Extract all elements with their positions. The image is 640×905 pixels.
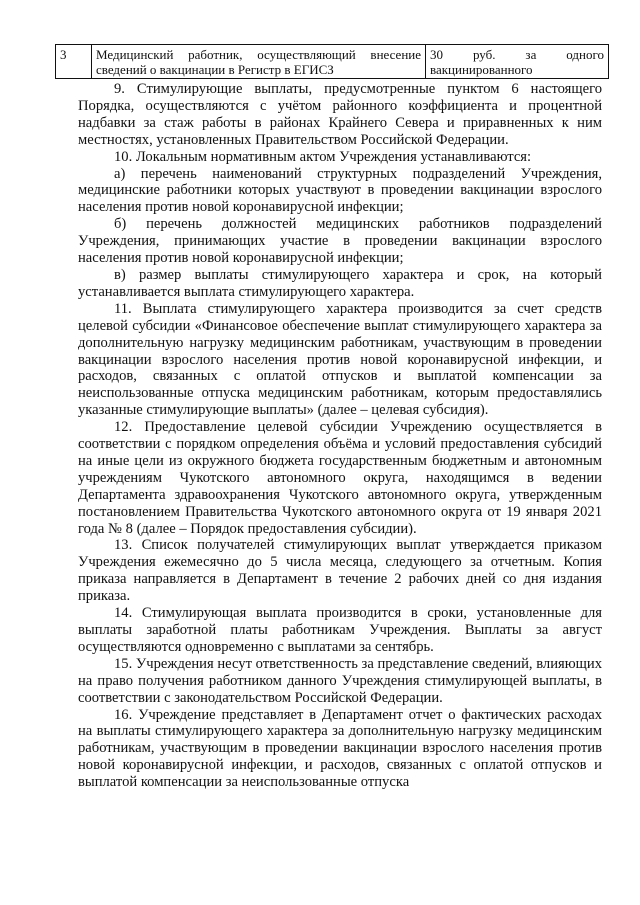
paragraph-9: 9. Стимулирующие выплаты, предусмотренные пунктом 6 настоящего Порядка, осуществляются с учётом районного коэффициента и процентной надбавки за стаж работы в районах Крайнего Севера и приравненных к ним местностях, установленных Правительством Российской Федерации. (78, 81, 602, 148)
paragraph-10c: в) размер выплаты стимулирующего характера и срок, на который устанавливается выплата стимулирующего характера. (78, 266, 602, 300)
paragraph-14: 14. Стимулирующая выплата производится в сроки, установленные для выплаты заработной платы работникам Учреждения. Выплаты за август осуществляются одновременно с выплатами за сентябрь. (78, 605, 602, 655)
payment-rates-table-fragment (55, 44, 609, 79)
paragraph-11: 11. Выплата стимулирующего характера производится за счет средств целевой субсидии «Финансовое обеспечение выплат стимулирующего характера за дополнительную нагрузку медицинским работникам, участвующим в проведении вакцинации взрослого населения против новой коронавирусной инфекции, и расходов, связанных с оплатой отпусков и выплатой компенсации за неиспользованные отпуска медицинским работникам, которым предоставлялись указанные стимулирующие выплаты» (далее – целевая субсидия). (78, 300, 602, 419)
payment-rate-cell: 30 руб. за одного вакцинированного (426, 45, 609, 79)
paragraph-10a: а) перечень наименований структурных подразделений Учреждения, медицинские работники которых участвуют в проведении вакцинации взрослого населения против новой коронавирусной инфекции; (78, 165, 602, 216)
paragraph-16: 16. Учреждение представляет в Департамент отчет о фактических расходах на выплаты стимулирующего характера за дополнительную нагрузку медицинским работникам, участвующим в проведении вакцинации взрослого населения против новой коронавирусной инфекции, и расходов, связанных с оплатой отпусков и выплатой компенсации за неиспользованные отпуска (78, 706, 602, 791)
paragraph-10: 10. Локальным нормативным актом Учреждения устанавливаются: (114, 148, 532, 165)
paragraph-13: 13. Список получателей стимулирующих выплат утверждается приказом Учреждения ежемесячно до 5 числа месяца, следующего за отчетным. Копия приказа направляется в Департамент в течение 2 рабочих дней со дня издания приказа. (78, 537, 602, 605)
worker-description-cell: Медицинский работник, осуществляющий внесение сведений о вакцинации в Регистр в ЕГИСЗ (92, 45, 426, 79)
table-row (56, 45, 609, 79)
payment-rates-table (55, 44, 609, 79)
document-body (78, 81, 602, 791)
row-number-cell: 3 (56, 45, 92, 79)
paragraph-12: 12. Предоставление целевой субсидии Учреждению осуществляется в соответствии с порядком определения объёма и условий предоставления субсидий на иные цели из окружного бюджета государственным бюджетным и автономным учреждениям Чукотского автономного округа, находящимся в ведении Департамента здравоохранения Чукотского автономного округа, утвержденным постановлением Правительства Чукотского автономного округа от 19 января 2021 года № 8 (далее – Порядок предоставления субсидии). (78, 419, 602, 537)
paragraph-15: 15. Учреждения несут ответственность за представление сведений, влияющих на право получения работником данного Учреждения стимулирующей выплаты, в соответствии с законодательством Российской Федерации. (78, 655, 602, 706)
paragraph-10b: б) перечень должностей медицинских работников подразделений Учреждения, принимающих участие в проведении вакцинации взрослого населения против новой коронавирусной инфекции; (78, 216, 602, 267)
